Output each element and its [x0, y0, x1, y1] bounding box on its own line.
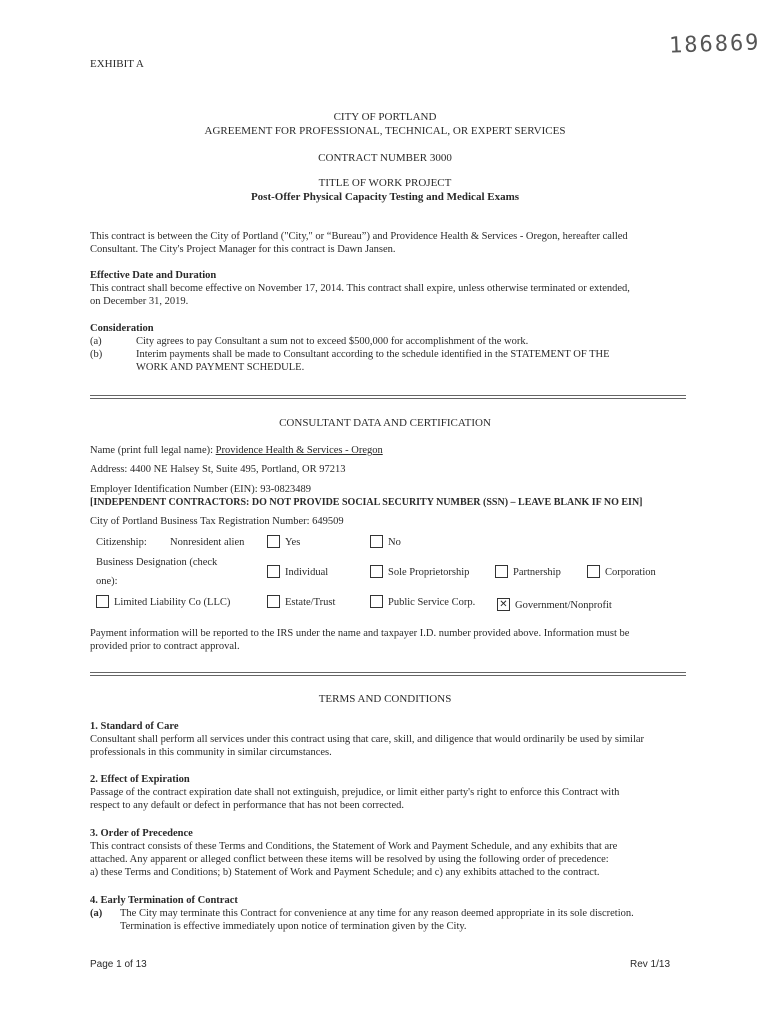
intro-paragraph — [90, 230, 690, 256]
project-title-block — [0, 176, 770, 204]
consultant-section-title: CONSULTANT DATA AND CERTIFICATION — [279, 417, 491, 429]
item-text-line: Interim payments shall be made to Consultant according to the schedule identified in the STATEMENT OF THE — [136, 349, 610, 360]
sole-proprietorship-label: Sole Proprietorship — [388, 567, 470, 578]
consultant-name-line — [90, 444, 690, 457]
citizenship-no-option[interactable] — [370, 536, 401, 549]
document-header — [0, 110, 770, 138]
term-order-of-precedence — [90, 827, 690, 879]
partnership-label: Partnership — [513, 567, 561, 578]
government-nonprofit-checkbox-checked[interactable]: ✕ — [497, 598, 510, 611]
consideration-heading: Consideration — [90, 323, 154, 334]
term-subitem — [90, 907, 690, 933]
city-heading: CITY OF PORTLAND — [333, 111, 437, 123]
term-text: Passage of the contract expiration date shall not extinguish, prejudice, or limit either party's right to enforce this Contract with — [90, 787, 620, 798]
no-checkbox[interactable] — [370, 535, 383, 548]
term-heading: 1. Standard of Care — [90, 721, 179, 732]
payment-info-line: Payment information will be reported to the IRS under the name and taxpayer I.D. number provided above. Information must be — [90, 628, 630, 639]
term-heading: 4. Early Termination of Contract — [90, 895, 238, 906]
citizenship-yes-option[interactable] — [267, 536, 300, 549]
corporation-option[interactable] — [587, 566, 656, 579]
llc-option[interactable] — [96, 596, 230, 609]
individual-checkbox[interactable] — [267, 565, 280, 578]
designation-label-line: one): — [96, 576, 118, 587]
page-number: Page 1 of 13 — [90, 959, 147, 970]
project-title-label: TITLE OF WORK PROJECT — [318, 177, 452, 189]
ein-note: [INDEPENDENT CONTRACTORS: DO NOT PROVIDE SOCIAL SECURITY NUMBER (SSN) – LEAVE BLANK IF NO EIN] — [90, 497, 643, 508]
item-text — [136, 348, 690, 374]
consideration-section — [90, 322, 690, 374]
effective-section — [90, 269, 690, 308]
designation-label — [96, 556, 217, 588]
corporation-label: Corporation — [605, 567, 656, 578]
effective-line: This contract shall become effective on November 17, 2014. This contract shall expire, unless otherwise terminated or extended, — [90, 283, 630, 294]
public-service-label: Public Service Corp. — [388, 597, 476, 608]
estate-trust-label: Estate/Trust — [285, 597, 336, 608]
designation-label-line: Business Designation (check — [96, 557, 218, 568]
term-text: Consultant shall perform all services under this contract using that care, skill, and diligence that would ordinarily be used by similar — [90, 734, 645, 745]
contract-stamp-number: 186869 — [668, 30, 761, 59]
consultant-ein: Employer Identification Number (EIN): 93-0823489 — [90, 484, 312, 495]
terms-section-title: TERMS AND CONDITIONS — [318, 693, 452, 705]
term-heading: 3. Order of Precedence — [90, 828, 193, 839]
section-divider — [90, 672, 686, 676]
term-text: professionals in this community in similar circumstances. — [90, 747, 332, 758]
llc-label: Limited Liability Co (LLC) — [114, 597, 231, 608]
intro-line: This contract is between the City of Portland ("City," or “Bureau”) and Providence Health & Services - Oregon, hereafter called — [90, 231, 628, 242]
term-text: The City may terminate this Contract for convenience at any time for any reason deemed appropriate in its sole discretion. — [120, 908, 634, 919]
citizenship-label: Citizenship: — [96, 537, 147, 548]
individual-label: Individual — [285, 567, 329, 578]
estate-trust-option[interactable] — [267, 596, 335, 609]
revision-label: Rev 1/13 — [630, 959, 671, 970]
public-service-checkbox[interactable] — [370, 595, 383, 608]
partnership-checkbox[interactable] — [495, 565, 508, 578]
contract-number: CONTRACT NUMBER 3000 — [318, 152, 452, 164]
intro-line: Consultant. The City's Project Manager for this contract is Dawn Jansen. — [90, 244, 396, 255]
yes-checkbox[interactable] — [267, 535, 280, 548]
term-early-termination — [90, 894, 690, 933]
payment-info-line: provided prior to contract approval. — [90, 641, 240, 652]
payment-info-paragraph — [90, 627, 690, 653]
term-heading: 2. Effect of Expiration — [90, 774, 190, 785]
term-text: attached. Any apparent or alleged conflict between these items will be resolved by using the following order of precedence: — [90, 854, 609, 865]
item-label: (a) — [90, 336, 102, 347]
effective-heading: Effective Date and Duration — [90, 270, 217, 281]
corporation-checkbox[interactable] — [587, 565, 600, 578]
term-subitem-text — [120, 907, 690, 933]
exhibit-label: EXHIBIT A — [90, 58, 144, 70]
term-text: Termination is effective immediately upon notice of termination given by the City. — [120, 921, 467, 932]
nonresident-label: Nonresident alien — [170, 537, 245, 548]
term-text: respect to any default or defect in performance that has not been corrected. — [90, 800, 404, 811]
llc-checkbox[interactable] — [96, 595, 109, 608]
name-value: Providence Health & Services - Oregon — [215, 445, 383, 456]
item-text-line: WORK AND PAYMENT SCHEDULE. — [136, 362, 305, 373]
estate-trust-checkbox[interactable] — [267, 595, 280, 608]
item-label: (b) — [90, 349, 103, 360]
partnership-option[interactable] — [495, 566, 561, 579]
section-divider — [90, 395, 686, 399]
name-label: Name (print full legal name): — [90, 445, 216, 456]
term-effect-of-expiration — [90, 773, 690, 812]
term-text: This contract consists of these Terms and Conditions, the Statement of Work and Payment Schedule, and any exhibits that are — [90, 841, 618, 852]
no-label: No — [388, 537, 401, 548]
consideration-item — [90, 335, 690, 348]
yes-label: Yes — [285, 537, 301, 548]
term-subitem-label: (a) — [90, 908, 103, 919]
government-nonprofit-label: Government/Nonprofit — [515, 600, 612, 611]
effective-line: on December 31, 2019. — [90, 296, 189, 307]
term-standard-of-care — [90, 720, 690, 759]
consideration-item — [90, 348, 690, 374]
consultant-address: Address: 4400 NE Halsey St, Suite 495, Portland, OR 97213 — [90, 464, 346, 475]
public-service-option[interactable] — [370, 596, 475, 609]
project-title: Post-Offer Physical Capacity Testing and Medical Exams — [250, 191, 520, 203]
government-nonprofit-option[interactable] — [497, 599, 612, 612]
sole-proprietorship-option[interactable] — [370, 566, 469, 579]
item-text: City agrees to pay Consultant a sum not to exceed $500,000 for accomplishment of the work. — [136, 336, 529, 347]
business-tax-number: City of Portland Business Tax Registration Number: 649509 — [90, 516, 344, 527]
individual-option[interactable] — [267, 566, 328, 579]
sole-proprietorship-checkbox[interactable] — [370, 565, 383, 578]
term-text: a) these Terms and Conditions; b) Statement of Work and Payment Schedule; and c) any exhibits attached to the contract. — [90, 867, 600, 878]
agreement-heading: AGREEMENT FOR PROFESSIONAL, TECHNICAL, OR EXPERT SERVICES — [204, 125, 566, 137]
